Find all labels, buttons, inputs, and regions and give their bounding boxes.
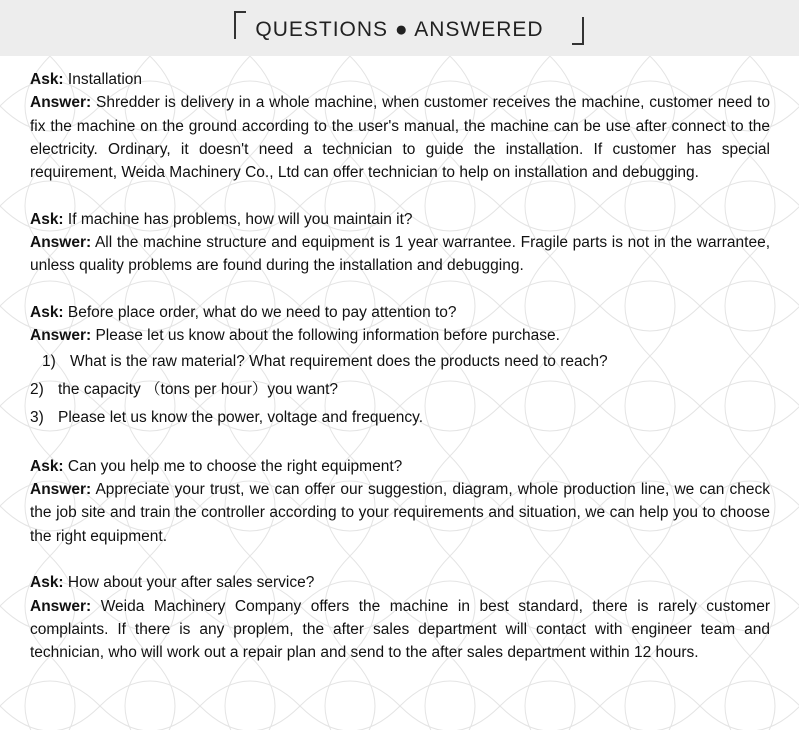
question-text: How about your after sales service? — [67, 574, 315, 592]
answer-paragraph — [30, 324, 770, 347]
answer-paragraph — [30, 231, 770, 278]
question-line — [30, 68, 770, 91]
list-number: 3) — [30, 408, 44, 426]
answer-text: All the machine structure and equipment is 1 year warrantee. Fragile parts is not in the warrantee, unless quality problems are found during the installation and debugging. — [30, 234, 771, 275]
page-title: QUESTIONS ● ANSWERED — [255, 18, 544, 41]
question-text: If machine has problems, how will you maintain it? — [67, 210, 413, 228]
faq-item-maintenance — [30, 208, 770, 278]
list-item — [30, 376, 770, 404]
faq-item-after-sales — [30, 571, 770, 664]
answer-text: Appreciate your trust, we can offer our suggestion, diagram, whole production line, we can check the job site and train the controller according to your requirements and situation, we can help you to choose the right equipment. — [30, 481, 771, 545]
answer-label: Answer: — [30, 234, 92, 252]
question-line — [30, 301, 770, 324]
answer-label: Answer: — [30, 327, 92, 345]
list-item — [30, 348, 770, 376]
question-text: Before place order, what do we need to pay attention to? — [67, 303, 457, 321]
answer-label: Answer: — [30, 597, 92, 615]
list-number: 1) — [42, 352, 56, 370]
ask-label: Ask: — [30, 303, 64, 321]
answer-text: Shredder is delivery in a whole machine, when customer receives the machine, customer need to fix the machine on the ground according to the user's manual, the machine can be use after connect to the electricity. Ordinary, it doesn't need a technician to guide the installation. If customer has special requirement, Weida Machinery Co., Ltd can offer technician to help on installation and debugging. — [30, 94, 770, 182]
faq-item-choose-equipment — [30, 455, 770, 548]
faq-content — [30, 68, 770, 688]
question-text: Can you help me to choose the right equipment? — [67, 457, 403, 475]
answer-paragraph — [30, 478, 770, 548]
answer-paragraph — [30, 91, 770, 184]
answer-text: Please let us know about the following information before purchase. — [95, 327, 560, 345]
right-bracket-decoration — [572, 17, 584, 45]
ask-label: Ask: — [30, 574, 64, 592]
list-text: the capacity （tons per hour）you want? — [58, 380, 339, 398]
answer-text: Weida Machinery Company offers the machine in best standard, there is rarely customer complaints. If there is any proplem, the after sales department will contact with engineer team and technician, who will work out a repair plan and send to the after sales department within 12 hours. — [30, 597, 771, 662]
list-text: Please let us know the power, voltage and frequency. — [58, 408, 424, 426]
ask-label: Ask: — [30, 457, 64, 475]
answer-label: Answer: — [30, 94, 92, 112]
list-text: What is the raw material? What requirement does the products need to reach? — [70, 352, 608, 370]
question-line — [30, 455, 770, 478]
faq-item-installation — [30, 68, 770, 184]
question-line — [30, 571, 770, 594]
faq-item-before-order — [30, 301, 770, 432]
requirements-list — [30, 348, 770, 432]
list-number: 2) — [30, 380, 44, 398]
question-line — [30, 208, 770, 231]
question-text: Installation — [67, 71, 143, 88]
ask-label: Ask: — [30, 71, 64, 88]
ask-label: Ask: — [30, 210, 64, 228]
answer-paragraph — [30, 595, 770, 665]
answer-label: Answer: — [30, 481, 92, 499]
list-item — [30, 404, 770, 432]
header-bar — [0, 0, 799, 56]
